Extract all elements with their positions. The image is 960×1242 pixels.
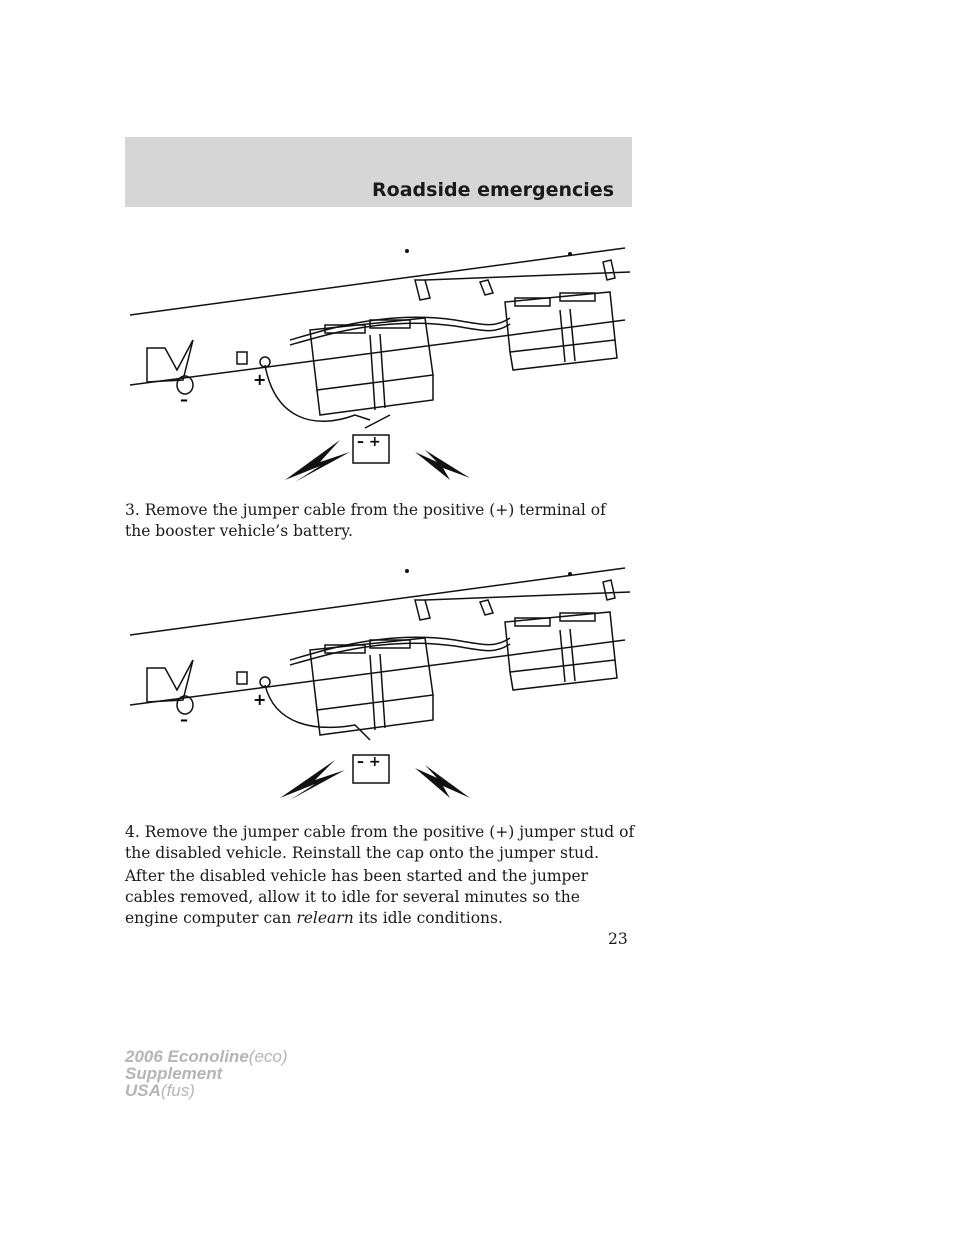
ground-minus-label-2: – <box>180 710 188 729</box>
footer-market-code: (fus) <box>160 1081 195 1100</box>
after-text-a: After the disabled vehicle has been started and the jumper cables removed, allow it to idle for several minutes so the engine computer can <box>125 867 589 927</box>
footer-supplement: Supplement <box>125 1064 223 1083</box>
stud-plus-label-2: + <box>253 690 267 709</box>
battery-jump-diagram-1 <box>125 240 635 490</box>
battery-jump-diagram-2 <box>125 560 635 810</box>
footer-market: USA <box>125 1081 161 1100</box>
ground-minus-label: – <box>180 390 188 409</box>
footer-model-code: (eco) <box>248 1047 288 1066</box>
after-start-text <box>125 866 635 929</box>
stud-plus-label: + <box>253 370 267 389</box>
step-3-text: 3. Remove the jumper cable from the positive (+) terminal of the booster vehicle’s battery. <box>125 501 606 540</box>
page-number: 23 <box>608 930 628 948</box>
document-footer <box>125 1048 288 1099</box>
booster-battery-label: – + <box>357 434 381 450</box>
after-text-b: its idle conditions. <box>358 909 503 927</box>
booster-battery-label-2: – + <box>357 754 381 770</box>
section-header-band <box>125 137 632 207</box>
relearn-term: relearn <box>296 909 354 927</box>
jumper-cable-illustration-1 <box>125 240 635 490</box>
footer-model: 2006 Econoline <box>125 1047 249 1066</box>
jumper-cable-illustration-2 <box>125 560 635 810</box>
step-4-text: 4. Remove the jumper cable from the positive (+) jumper stud of the disabled vehicle. Reinstall the cap onto the jumper stud. <box>125 823 635 862</box>
section-title: Roadside emergencies <box>372 179 614 201</box>
